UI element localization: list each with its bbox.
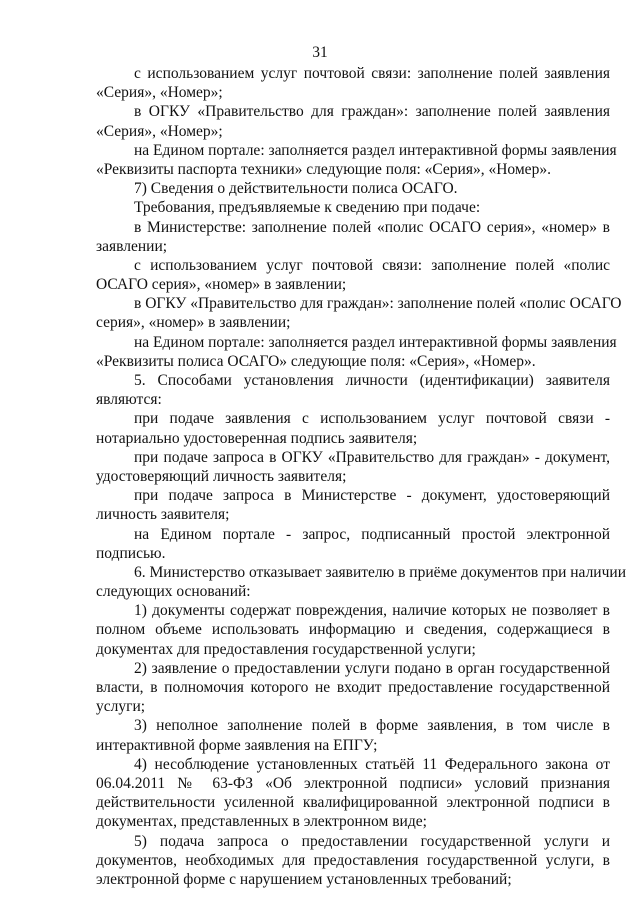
paragraph-line: 7) Сведения о действительности полиса ОСАГО. bbox=[134, 180, 458, 198]
paragraph-line: серия», «номер» в заявлении; bbox=[96, 314, 291, 332]
paragraph-line: следующих оснований: bbox=[96, 583, 251, 601]
paragraph-line: 2) заявление о предоставлении услуги подано в орган государственной bbox=[134, 659, 610, 677]
paragraph bbox=[96, 448, 610, 486]
paragraph bbox=[96, 102, 610, 140]
paragraph-line: 06.04.2011 № 63-ФЗ «Об электронной подписи» условий признания bbox=[96, 774, 610, 792]
paragraph-line: в ОГКУ «Правительство для граждан»: заполнение полей заявления bbox=[134, 103, 610, 121]
paragraph-line: с использованием услуг почтовой связи: заполнение полей заявления bbox=[134, 65, 610, 82]
paragraph-line: 4) несоблюдение установленных статьёй 11 Федерального закона от bbox=[134, 755, 610, 773]
paragraph-line: на Едином портале: заполняется раздел интерактивной формы заявления bbox=[134, 333, 617, 351]
paragraph bbox=[96, 486, 610, 524]
paragraph bbox=[96, 832, 610, 890]
page-number: 31 bbox=[312, 44, 328, 61]
document-body bbox=[96, 64, 626, 889]
paragraph bbox=[96, 64, 610, 102]
paragraph bbox=[96, 179, 610, 198]
paragraph-line: 5. Способами установления личности (идентификации) заявителя bbox=[134, 372, 610, 389]
paragraph-line: документах, представленных в электронном виде; bbox=[96, 813, 427, 831]
paragraph-line: услуги; bbox=[96, 698, 146, 716]
paragraph-line: с использованием услуг почтовой связи: заполнение полей «полис bbox=[134, 256, 610, 274]
paragraph-line: нотариально удостоверенная подпись заявителя; bbox=[96, 429, 418, 447]
paragraph-line: Требования, предъявляемые к сведению при подаче: bbox=[134, 199, 481, 217]
paragraph-line: полном объеме использовать информацию и сведения, содержащиеся в bbox=[96, 621, 610, 639]
paragraph bbox=[96, 755, 610, 832]
paragraph-line: являются: bbox=[96, 391, 162, 409]
paragraph-line: власти, в полномочия которого не входит предоставление государственной bbox=[96, 679, 610, 696]
paragraph bbox=[96, 525, 610, 563]
paragraph-line: «Реквизиты полиса ОСАГО» следующие поля: «Серия», «Номер». bbox=[96, 352, 536, 370]
paragraph-line: «Серия», «Номер»; bbox=[96, 84, 223, 102]
paragraph bbox=[96, 294, 622, 332]
paragraph-line: 1) документы содержат повреждения, наличие которых не позволяет в bbox=[134, 602, 610, 620]
paragraph-line: 6. Министерство отказывает заявителю в приёме документов при наличии bbox=[134, 563, 626, 581]
paragraph-line: на Едином портале: заполняется раздел интерактивной формы заявления bbox=[134, 141, 617, 159]
paragraph-line: при подаче запроса в Министерстве - документ, удостоверяющий bbox=[134, 487, 610, 505]
paragraph-line: «Серия», «Номер»; bbox=[96, 122, 223, 140]
paragraph bbox=[96, 659, 610, 717]
paragraph-line: при подаче заявления с использованием услуг почтовой связи - bbox=[134, 410, 610, 428]
paragraph-line: в ОГКУ «Правительство для граждан»: заполнение полей «полис ОСАГО bbox=[134, 295, 622, 313]
paragraph bbox=[96, 198, 610, 217]
paragraph-line: на Едином портале - запрос, подписанный простой электронной bbox=[134, 525, 610, 543]
paragraph bbox=[96, 218, 610, 256]
paragraph bbox=[96, 371, 610, 409]
paragraph-line: документов, необходимых для предоставления государственной услуги, в bbox=[96, 851, 610, 869]
paragraph bbox=[96, 141, 617, 179]
paragraph-line: заявлении; bbox=[96, 237, 168, 255]
paragraph bbox=[96, 563, 626, 601]
paragraph-line: интерактивной форме заявления на ЕПГУ; bbox=[96, 736, 378, 754]
paragraph bbox=[96, 601, 610, 659]
paragraph-line: удостоверяющий личность заявителя; bbox=[96, 467, 347, 485]
paragraph-line: документах для предоставления государственной услуги; bbox=[96, 640, 476, 658]
paragraph-line: подписью. bbox=[96, 544, 166, 562]
paragraph-line: электронной форме с нарушением установленных требований; bbox=[96, 870, 512, 888]
paragraph bbox=[96, 716, 610, 754]
paragraph bbox=[96, 256, 610, 294]
paragraph-line: личность заявителя; bbox=[96, 506, 230, 524]
paragraph-line: ОСАГО серия», «номер» в заявлении; bbox=[96, 276, 347, 294]
paragraph-line: «Реквизиты паспорта техники» следующие поля: «Серия», «Номер». bbox=[96, 160, 551, 178]
paragraph-line: 3) неполное заполнение полей в форме заявления, в том числе в bbox=[134, 717, 610, 735]
paragraph-line: действительности усиленной квалифицированной электронной подписи в bbox=[96, 794, 610, 812]
paragraph-line: 5) подача запроса о предоставлении государственной услуги и bbox=[134, 832, 610, 850]
paragraph-line: при подаче запроса в ОГКУ «Правительство для граждан» - документ, bbox=[134, 448, 610, 466]
paragraph-line: в Министерстве: заполнение полей «полис ОСАГО серия», «номер» в bbox=[134, 218, 610, 236]
paragraph bbox=[96, 333, 617, 371]
paragraph bbox=[96, 409, 610, 447]
